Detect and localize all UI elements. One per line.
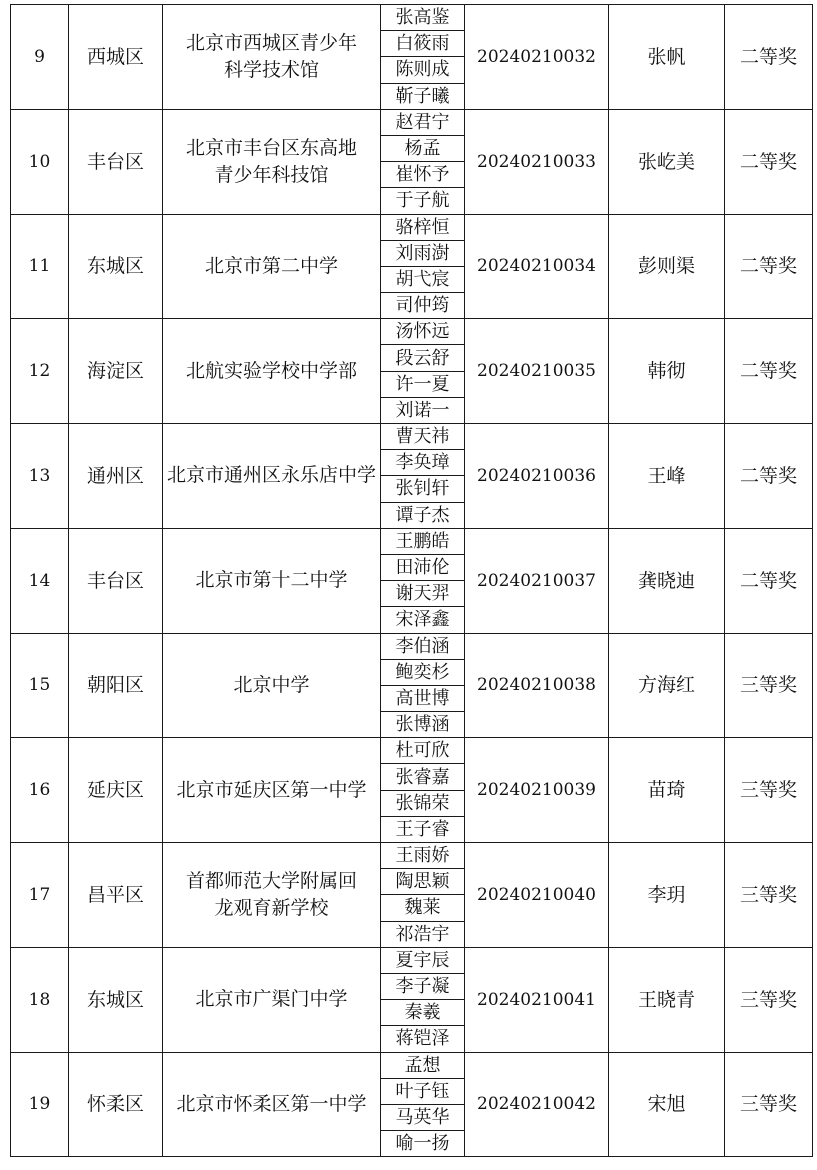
advisor-cell: 王峰 [609, 424, 725, 529]
school-cell [163, 214, 381, 319]
school-cell [163, 528, 381, 633]
student-name: 谢天羿 [381, 581, 465, 607]
school-name [184, 358, 359, 385]
district-cell: 东城区 [69, 947, 163, 1052]
row-index: 17 [11, 843, 69, 948]
student-name: 胡弋宸 [381, 266, 465, 292]
school-name-line: 青少年科技馆 [214, 163, 329, 186]
student-name: 谭子杰 [381, 502, 465, 528]
school-name-line: 北京中学 [233, 673, 310, 696]
registration-number: 20240210038 [465, 633, 609, 738]
student-name: 崔怀予 [381, 162, 465, 188]
school-name-line: 北京市第十二中学 [195, 569, 348, 592]
student-name: 赵君宁 [381, 109, 465, 135]
award-cell: 三等奖 [725, 633, 813, 738]
row-index: 18 [11, 947, 69, 1052]
student-name: 鲍奕杉 [381, 659, 465, 685]
school-name [165, 462, 378, 489]
advisor-cell: 彭则渠 [609, 214, 725, 319]
student-name: 司仲筠 [381, 293, 465, 319]
student-name: 杜可欣 [381, 738, 465, 764]
row-index: 10 [11, 109, 69, 214]
table-row [11, 843, 813, 869]
student-name: 张高鉴 [381, 5, 465, 31]
student-name: 骆梓恒 [381, 214, 465, 240]
district-cell: 延庆区 [69, 738, 163, 843]
school-name-line: 北京市广渠门中学 [195, 988, 348, 1011]
student-name: 王子睿 [381, 816, 465, 842]
table-row [11, 424, 813, 450]
school-name-line: 北航实验学校中学部 [185, 359, 357, 382]
row-index: 15 [11, 633, 69, 738]
student-name: 张博涵 [381, 712, 465, 738]
advisor-cell: 张帆 [609, 5, 725, 110]
student-name: 王雨娇 [381, 843, 465, 869]
student-name: 马英华 [381, 1104, 465, 1130]
row-index: 12 [11, 319, 69, 424]
district-cell: 丰台区 [69, 109, 163, 214]
school-name [203, 253, 340, 280]
advisor-cell: 韩彻 [609, 319, 725, 424]
table-row [11, 738, 813, 764]
student-name: 陶思颖 [381, 869, 465, 895]
table-row [11, 109, 813, 135]
student-name: 于子航 [381, 188, 465, 214]
school-cell [163, 1052, 381, 1157]
row-index: 14 [11, 528, 69, 633]
student-name: 白筱雨 [381, 31, 465, 57]
award-cell: 二等奖 [725, 214, 813, 319]
advisor-cell: 宋旭 [609, 1052, 725, 1157]
registration-number: 20240210039 [465, 738, 609, 843]
school-cell [163, 424, 381, 529]
registration-number: 20240210033 [465, 109, 609, 214]
student-name: 杨孟 [381, 135, 465, 161]
advisor-cell: 方海红 [609, 633, 725, 738]
district-cell: 东城区 [69, 214, 163, 319]
district-cell: 通州区 [69, 424, 163, 529]
table-row [11, 214, 813, 240]
school-name-line: 北京市通州区永乐店中学 [166, 464, 376, 487]
student-name: 陈则成 [381, 57, 465, 83]
advisor-cell: 苗琦 [609, 738, 725, 843]
table-row [11, 1052, 813, 1078]
student-name: 刘雨澍 [381, 240, 465, 266]
registration-number: 20240210040 [465, 843, 609, 948]
school-name [184, 135, 359, 189]
student-name: 许一夏 [381, 371, 465, 397]
advisor-cell: 王晓青 [609, 947, 725, 1052]
advisor-cell: 龚晓迪 [609, 528, 725, 633]
school-cell [163, 947, 381, 1052]
school-name [174, 777, 368, 804]
student-name: 曹天祎 [381, 424, 465, 450]
table-row [11, 947, 813, 973]
registration-number: 20240210042 [465, 1052, 609, 1157]
student-name: 靳子曦 [381, 83, 465, 109]
table-body [11, 5, 813, 1157]
student-name: 汤怀远 [381, 319, 465, 345]
registration-number: 20240210036 [465, 424, 609, 529]
district-cell: 怀柔区 [69, 1052, 163, 1157]
award-cell: 二等奖 [725, 424, 813, 529]
advisor-cell: 李玥 [609, 843, 725, 948]
school-name [184, 868, 359, 922]
award-cell: 二等奖 [725, 319, 813, 424]
award-table [10, 4, 813, 1157]
student-name: 李伯涵 [381, 633, 465, 659]
school-cell [163, 5, 381, 110]
row-index: 11 [11, 214, 69, 319]
student-name: 刘诺一 [381, 397, 465, 423]
school-name-line: 北京市第二中学 [204, 254, 338, 277]
row-index: 13 [11, 424, 69, 529]
student-name: 张锦荣 [381, 790, 465, 816]
school-name [184, 30, 359, 84]
district-cell: 朝阳区 [69, 633, 163, 738]
school-cell [163, 843, 381, 948]
award-cell: 二等奖 [725, 528, 813, 633]
award-cell: 三等奖 [725, 738, 813, 843]
student-name: 段云舒 [381, 345, 465, 371]
school-name-line: 北京市西城区青少年 [185, 31, 357, 54]
district-cell: 海淀区 [69, 319, 163, 424]
row-index: 9 [11, 5, 69, 110]
student-name: 宋泽鑫 [381, 607, 465, 633]
student-name: 田沛伦 [381, 554, 465, 580]
school-name [193, 986, 349, 1013]
award-cell: 三等奖 [725, 1052, 813, 1157]
district-cell: 西城区 [69, 5, 163, 110]
advisor-cell: 张屹美 [609, 109, 725, 214]
student-name: 喻一扬 [381, 1131, 465, 1157]
student-name: 魏莱 [381, 895, 465, 921]
student-name: 张钊轩 [381, 476, 465, 502]
award-cell: 二等奖 [725, 109, 813, 214]
school-name-line: 北京市怀柔区第一中学 [176, 1092, 367, 1115]
student-name: 祁浩宇 [381, 921, 465, 947]
registration-number: 20240210032 [465, 5, 609, 110]
row-index: 16 [11, 738, 69, 843]
student-name: 王鹏皓 [381, 528, 465, 554]
school-cell [163, 109, 381, 214]
school-name-line: 北京市延庆区第一中学 [176, 778, 367, 801]
student-name: 李子凝 [381, 973, 465, 999]
registration-number: 20240210041 [465, 947, 609, 1052]
student-name: 高世博 [381, 685, 465, 711]
table-row [11, 633, 813, 659]
student-name: 夏宇辰 [381, 947, 465, 973]
registration-number: 20240210034 [465, 214, 609, 319]
student-name: 蒋铠泽 [381, 1026, 465, 1052]
student-name: 李奂璋 [381, 450, 465, 476]
student-name: 叶子钰 [381, 1078, 465, 1104]
registration-number: 20240210037 [465, 528, 609, 633]
school-name [193, 567, 349, 594]
school-name-line: 北京市丰台区东高地 [185, 136, 357, 159]
table-row [11, 5, 813, 31]
registration-number: 20240210035 [465, 319, 609, 424]
school-name-line: 龙观育新学校 [214, 896, 329, 919]
row-index: 19 [11, 1052, 69, 1157]
school-name [174, 1091, 368, 1118]
student-name: 张睿嘉 [381, 764, 465, 790]
student-name: 秦羲 [381, 1000, 465, 1026]
school-cell [163, 633, 381, 738]
award-cell: 三等奖 [725, 947, 813, 1052]
table-row [11, 319, 813, 345]
district-cell: 昌平区 [69, 843, 163, 948]
award-cell: 三等奖 [725, 843, 813, 948]
school-cell [163, 319, 381, 424]
school-name-line: 科学技术馆 [223, 58, 319, 81]
school-name-line: 首都师范大学附属回 [185, 869, 357, 892]
district-cell: 丰台区 [69, 528, 163, 633]
student-name: 孟想 [381, 1052, 465, 1078]
school-name [231, 672, 311, 699]
school-cell [163, 738, 381, 843]
award-cell: 二等奖 [725, 5, 813, 110]
table-row [11, 528, 813, 554]
